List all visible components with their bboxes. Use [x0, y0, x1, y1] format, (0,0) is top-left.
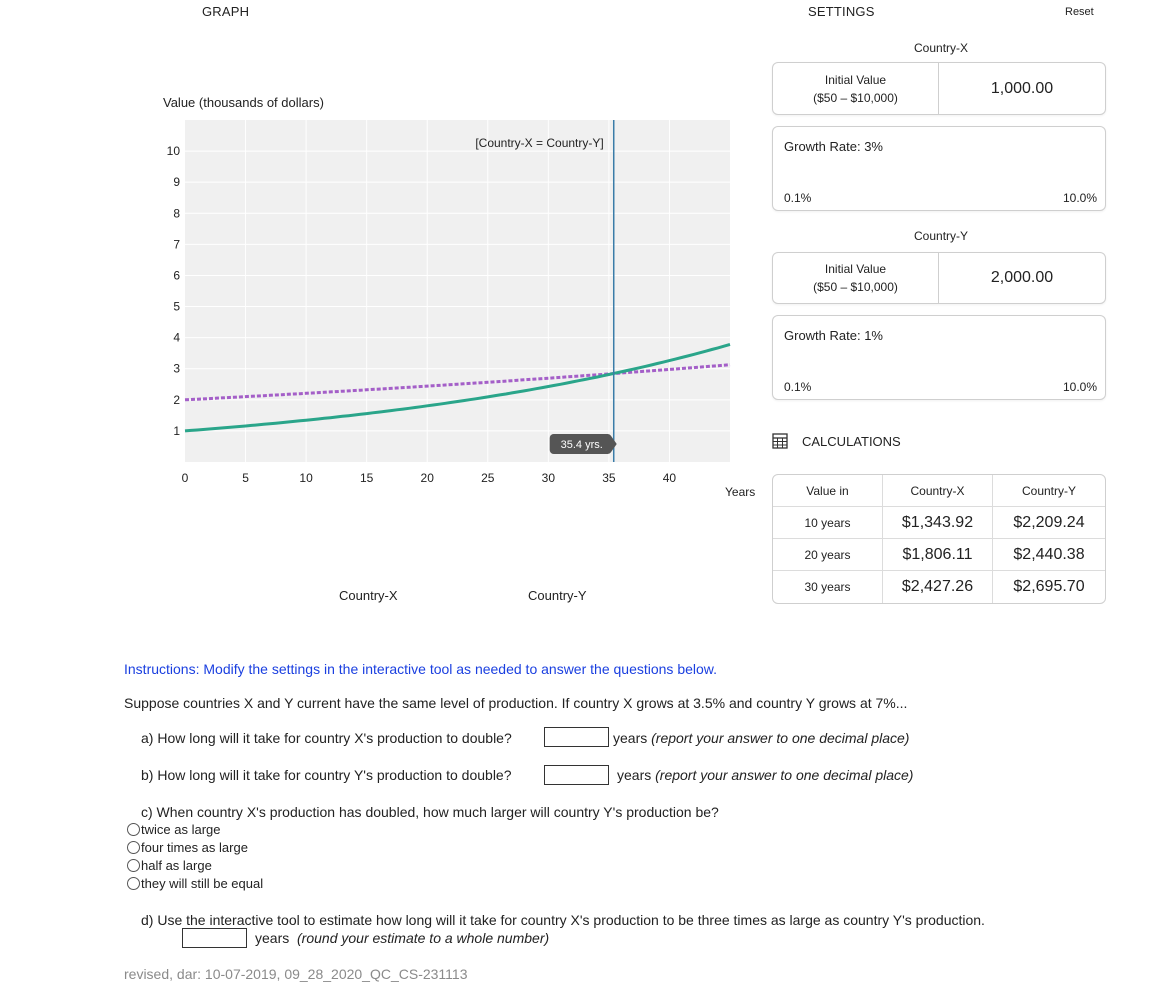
- country-x-settings-title: Country-X: [914, 41, 969, 55]
- country-y-growth-rate-label: Growth Rate: 1%: [784, 328, 883, 343]
- option-c-1[interactable]: [127, 822, 220, 837]
- initial-value-range: ($50 – $10,000): [813, 280, 898, 294]
- calculator-icon: [772, 433, 788, 449]
- country-x-initial-value-box: [772, 62, 1106, 115]
- x-tick-labels: [182, 471, 677, 485]
- answer-a-input[interactable]: [544, 727, 609, 747]
- x-tick-label: 0: [181, 471, 189, 485]
- radio-button[interactable]: [127, 859, 140, 872]
- settings-header: SETTINGS: [808, 4, 875, 19]
- country-y-settings-title: Country-Y: [914, 229, 969, 243]
- x-tick-label: 5: [242, 471, 249, 485]
- x-tick-label: 40: [662, 471, 677, 485]
- x-tick-label: 15: [359, 471, 374, 485]
- calculations-table: [772, 474, 1106, 604]
- reset-button[interactable]: Reset: [1065, 6, 1094, 18]
- table-cell: $2,209.24: [993, 507, 1105, 539]
- y-axis-title: Value (thousands of dollars): [163, 95, 324, 110]
- country-y-initial-value-input[interactable]: 2,000.00: [990, 269, 1054, 286]
- equality-label: [Country-X = Country-Y]: [475, 136, 604, 150]
- intersection-badge-text: 35.4 yrs.: [560, 439, 603, 451]
- legend-country-y: Country-Y: [528, 588, 587, 603]
- x-tick-label: 20: [420, 471, 434, 485]
- y-tick-label: 9: [173, 175, 180, 190]
- y-tick-label: 3: [173, 361, 180, 376]
- question-b: b) How long will it take for country Y's production to double?: [141, 767, 512, 783]
- x-axis-unit: Years: [725, 485, 756, 499]
- y-tick-label: 10: [166, 144, 180, 159]
- growth-rate-max: 10.0%: [1062, 380, 1097, 394]
- country-x-initial-value-input[interactable]: 1,000.00: [990, 79, 1054, 97]
- y-tick-label: 6: [173, 268, 180, 283]
- table-row: [773, 507, 1105, 539]
- growth-rate-max: 10.0%: [1062, 191, 1097, 205]
- table-cell: 10 years: [773, 507, 883, 539]
- option-label: half as large: [141, 858, 212, 873]
- column-header: Value in: [773, 475, 883, 507]
- table-row: [773, 571, 1105, 603]
- option-c-4[interactable]: [127, 876, 263, 891]
- option-c-3[interactable]: [127, 858, 212, 873]
- answer-a-hint: (report your answer to one decimal place): [651, 730, 910, 746]
- table-cell: $2,695.70: [1013, 578, 1085, 595]
- initial-value-title: Initial Value: [824, 72, 887, 87]
- country-x-growth-rate-label: Growth Rate: 3%: [784, 139, 883, 154]
- graph-header: GRAPH: [202, 4, 250, 19]
- answer-b-unit: years: [617, 767, 652, 783]
- answer-d-input[interactable]: [182, 928, 247, 948]
- intersection-badge[interactable]: [550, 434, 617, 454]
- answer-b-hint: (report your answer to one decimal place): [655, 767, 914, 783]
- table-cell: $2,427.26: [883, 571, 993, 603]
- instructions: Instructions: Modify the settings in the interactive tool as needed to answer the questions below.: [124, 661, 718, 677]
- column-header: Country-X: [883, 475, 993, 507]
- y-tick-labels: [167, 144, 181, 438]
- table-cell: 20 years: [773, 539, 883, 571]
- answer-a-unit: years: [613, 730, 648, 746]
- y-tick-label: 5: [173, 299, 180, 314]
- initial-value-range: ($50 – $10,000): [813, 90, 898, 105]
- answer-d-hint: (round your estimate to a whole number): [297, 930, 550, 946]
- y-tick-label: 4: [173, 330, 180, 345]
- radio-button[interactable]: [127, 877, 140, 890]
- initial-value-title: Initial Value: [824, 262, 887, 276]
- option-c-2[interactable]: [127, 840, 248, 855]
- calculations-title: CALCULATIONS: [802, 434, 901, 449]
- question-c: c) When country X's production has doubled, how much larger will country Y's production be?: [141, 804, 719, 820]
- answer-b-suffix: [617, 767, 913, 783]
- option-label: four times as large: [141, 840, 248, 855]
- answer-a-suffix: [613, 730, 909, 746]
- plot-background: [185, 120, 730, 462]
- growth-chart[interactable]: [160, 110, 756, 520]
- revision-footer: revised, dar: 10-07-2019, 09_28_2020_QC_CS-231113: [124, 966, 468, 982]
- country-y-initial-value-box: [772, 252, 1106, 304]
- legend-country-x: Country-X: [339, 588, 398, 603]
- radio-button[interactable]: [127, 841, 140, 854]
- question-intro: Suppose countries X and Y current have the same level of production. If country X grows at 3.5% and country Y grows at 7%...: [124, 695, 908, 711]
- y-tick-label: 1: [173, 423, 180, 438]
- question-a: a) How long will it take for country X's production to double?: [141, 730, 512, 746]
- x-tick-label: 25: [481, 471, 495, 485]
- table-cell: $1,343.92: [883, 507, 993, 539]
- growth-rate-min: 0.1%: [784, 191, 812, 205]
- x-tick-label: 10: [299, 471, 313, 485]
- initial-value-label: [773, 253, 939, 303]
- y-tick-label: 8: [173, 206, 180, 221]
- answer-b-input[interactable]: [544, 765, 609, 785]
- x-tick-label: 30: [541, 471, 556, 485]
- country-y-growth-rate-box[interactable]: [772, 315, 1106, 400]
- answer-d-unit: years: [255, 930, 290, 946]
- question-d: d) Use the interactive tool to estimate how long will it take for country X's production to be three times as large as country Y's production.: [141, 912, 985, 928]
- option-label: twice as large: [141, 822, 221, 837]
- table-cell: 30 years: [773, 571, 883, 603]
- initial-value-label: [773, 63, 939, 114]
- table-cell: $1,806.11: [883, 539, 993, 571]
- option-label: they will still be equal: [141, 876, 264, 891]
- growth-rate-min: 0.1%: [784, 380, 812, 394]
- country-x-growth-rate-box[interactable]: [772, 126, 1106, 211]
- column-header: Country-Y: [993, 475, 1105, 507]
- answer-d-suffix: [255, 930, 549, 946]
- table-cell: $2,440.38: [993, 539, 1105, 571]
- y-tick-label: 2: [173, 392, 180, 407]
- table-header-row: [773, 475, 1105, 507]
- y-tick-label: 7: [173, 237, 180, 252]
- x-tick-label: 35: [602, 471, 616, 485]
- table-row: [773, 539, 1105, 571]
- radio-button[interactable]: [127, 823, 140, 836]
